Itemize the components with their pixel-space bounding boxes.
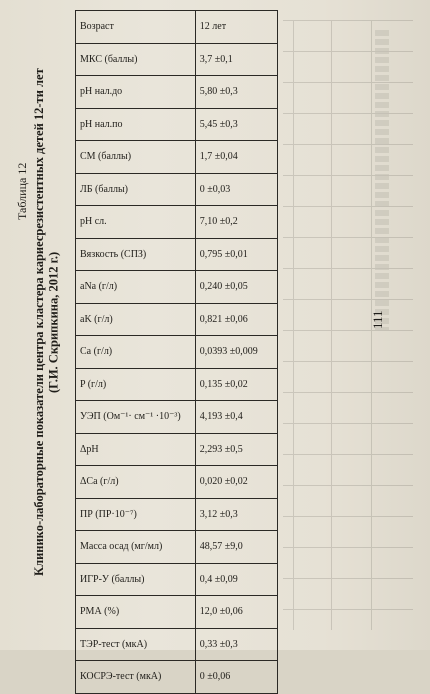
value-cell: 12,0 ±0,06 [195, 596, 277, 629]
parameter-cell: СМ (баллы) [76, 141, 196, 174]
value-cell: 5,80 ±0,3 [195, 76, 277, 109]
parameter-cell: ΔpH [76, 433, 196, 466]
value-cell: 2,293 ±0,5 [195, 433, 277, 466]
bleed-through-page [283, 20, 413, 630]
parameter-cell: Вязкость (СПЗ) [76, 238, 196, 271]
table-row [76, 498, 278, 531]
table-row [76, 368, 278, 401]
value-cell: 0 ±0,03 [195, 173, 277, 206]
table-row [76, 466, 278, 499]
table-row [76, 271, 278, 304]
value-cell: 0,135 ±0,02 [195, 368, 277, 401]
table-row [76, 433, 278, 466]
parameter-cell: Масса осад (мг/мл) [76, 531, 196, 564]
parameter-cell: ИГР-У (баллы) [76, 563, 196, 596]
parameter-cell: Возраст [76, 11, 196, 44]
table-row [76, 206, 278, 239]
parameter-cell: pH сл. [76, 206, 196, 239]
value-cell: 12 лет [195, 11, 277, 44]
table-row [76, 43, 278, 76]
table-row [76, 141, 278, 174]
table-row [76, 531, 278, 564]
table-row [76, 401, 278, 434]
parameter-cell: pH нал.до [76, 76, 196, 109]
value-cell: 7,10 ±0,2 [195, 206, 277, 239]
value-cell: 5,45 ±0,3 [195, 108, 277, 141]
table-title-author: (Г.И. Скрипкина, 2012 г.) [46, 251, 61, 394]
value-cell: 0 ±0,06 [195, 661, 277, 694]
table-row [76, 238, 278, 271]
parameter-cell: ТЭР-тест (мкА) [76, 628, 196, 661]
table-row [76, 11, 278, 44]
parameter-cell: КОСРЭ-тест (мкА) [76, 661, 196, 694]
parameter-cell: P (г/л) [76, 368, 196, 401]
value-cell: 0,020 ±0,02 [195, 466, 277, 499]
table-row [76, 303, 278, 336]
table-row [76, 173, 278, 206]
value-cell: 0,0393 ±0,009 [195, 336, 277, 369]
table-row [76, 628, 278, 661]
value-cell: 1,7 ±0,04 [195, 141, 277, 174]
value-cell: 4,193 ±0,4 [195, 401, 277, 434]
table-title-line: Клинико-лабораторные показатели центра кластера кариесрезистентных детей 12-ти лет [32, 68, 46, 577]
value-cell: 0,821 ±0,06 [195, 303, 277, 336]
parameter-cell: ЛБ (баллы) [76, 173, 196, 206]
table-label: Таблица 12 [15, 162, 29, 220]
page-number: 111 [370, 310, 385, 330]
value-cell: 0,795 ±0,01 [195, 238, 277, 271]
value-cell: 0,33 ±0,3 [195, 628, 277, 661]
parameter-cell: pH нал.по [76, 108, 196, 141]
table-row [76, 596, 278, 629]
parameter-cell: Ca (г/л) [76, 336, 196, 369]
table-row [76, 76, 278, 109]
value-cell: 0,240 ±0,05 [195, 271, 277, 304]
parameter-cell: ΔCa (г/л) [76, 466, 196, 499]
value-cell: 48,57 ±9,0 [195, 531, 277, 564]
parameter-cell: ПР (ПР·10⁻⁷) [76, 498, 196, 531]
indicators-table [75, 10, 278, 694]
table-row [76, 661, 278, 694]
parameter-cell: aK (г/л) [76, 303, 196, 336]
table-row [76, 336, 278, 369]
value-cell: 3,12 ±0,3 [195, 498, 277, 531]
parameter-cell: МКС (баллы) [76, 43, 196, 76]
parameter-cell: РМА (%) [76, 596, 196, 629]
table-title [32, 30, 61, 615]
table-row [76, 108, 278, 141]
table-row [76, 563, 278, 596]
parameter-cell: aNa (г/л) [76, 271, 196, 304]
value-cell: 0,4 ±0,09 [195, 563, 277, 596]
parameter-cell: УЭП (Ом⁻¹· см⁻¹ ·10⁻³) [76, 401, 196, 434]
value-cell: 3,7 ±0,1 [195, 43, 277, 76]
